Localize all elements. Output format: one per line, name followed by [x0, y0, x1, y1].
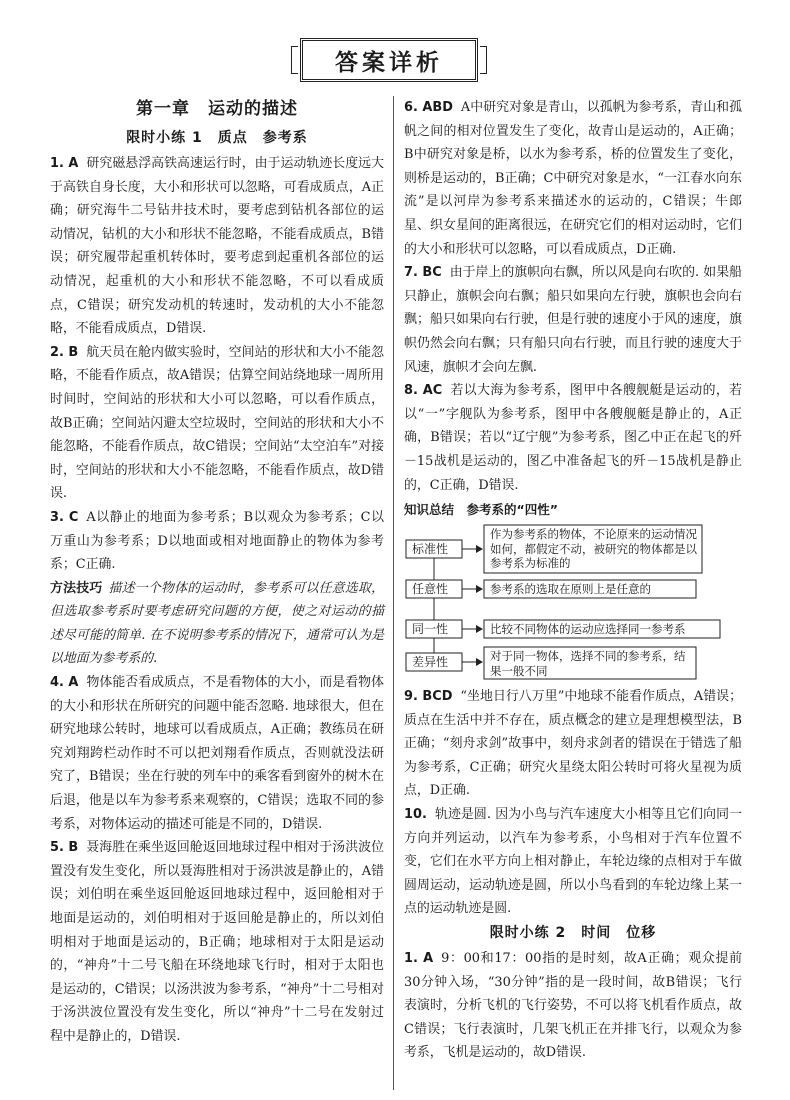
answer-number: 5. B	[50, 840, 79, 856]
answer-banner-title: 答案详析	[300, 38, 478, 82]
method-tip-text: 描述一个物体的运动时，参考系可以任意选取，但选取参考系时要考虑研究问题的方便，使之对运动的描述尽可能的简单. 在不说明参考系的情况下，通常可认为是以地面为参考系的.	[50, 580, 385, 667]
answer-item	[404, 803, 742, 921]
knowledge-summary-title: 知识总结 参考系的“四性”	[404, 502, 558, 518]
diagram-text: 参考系的选取在原则上是任意的	[490, 582, 651, 597]
answer-number: 10.	[404, 807, 427, 823]
answer-number: 7. BC	[404, 265, 442, 281]
answer-text: 航天员在舱内做实验时，空间站的形状和大小不能忽略，不能看作质点，故A错误；估算空间站绕地球一周所用时间时，空间站的形状和大小可以忽略，可以看作质点，故B正确；空间站闪避太空垃圾时，空间站的形状和大小不能忽略，不能看作质点，故C错误；空间站“太空泊车”对接时，空间站的形状和大小不能忽略，不能看作质点，故D错误.	[50, 344, 385, 502]
answer-number: 2. B	[50, 344, 79, 360]
answer-item	[50, 671, 384, 836]
answer-text: 轨迹是圆. 因为小鸟与汽车速度大小相等且它们向同一方向并列运动，以汽车为参考系，小鸟相对于汽车位置不变，它们在水平方向上相对静止，车轮边缘的点相对于车做圆周运动，运动轨迹是圆，所以小鸟看到的车轮边缘上某一点的运动轨迹是圆.	[404, 807, 742, 917]
chapter-title: 第一章 运动的描述	[136, 99, 298, 119]
column-divider	[393, 96, 394, 1090]
answer-text: 聂海胜在乘坐返回舱返回地球过程中相对于汤洪波位置没有发生变化，所以聂海胜相对于汤洪波是静止的，A错误；刘伯明在乘坐返回舱返回地球过程中，返回舱相对于地面是运动的，刘伯明相对于返回舱是静止的，所以刘伯明相对于地面是运动的，B正确；地球相对于太阳是运动的，“神舟”十二号飞船在环绕地球飞行时，相对于太阳也是运动的，C错误；以汤洪波为参考系，“神舟”十二号相对于汤洪波位置没有发生变化，所以“神舟”十二号在发射过程中是静止的，D错误.	[50, 840, 385, 1044]
answer-number: 8. AC	[404, 383, 443, 399]
reference-frame-diagram	[404, 523, 742, 685]
section-title: 限时小练 1 质点 参考系	[126, 130, 308, 146]
diagram-label: 标准性	[412, 542, 449, 557]
answer-item	[404, 379, 742, 497]
answer-item	[404, 96, 742, 261]
answer-item	[50, 506, 384, 577]
answer-item	[404, 261, 742, 379]
answer-text: 若以大海为参考系，图甲中各艘舰艇是运动的，若以“一”字舰队为参考系，图甲中各艘舰艇是静止的，A正确，B错误；若以“辽宁舰”为参考系，图乙中正在起飞的歼－15战机是运动的，图乙中准备起飞的歼－15战机是静止的，C正确，D错误.	[404, 383, 742, 493]
diagram-text: 对于同一物体，选择不同的参考系，结果一般不同	[490, 649, 686, 678]
answer-number: 1. A	[404, 951, 434, 967]
answer-item	[50, 836, 384, 1048]
right-column	[404, 96, 742, 1065]
answer-item	[50, 152, 384, 341]
answer-number: 3. C	[50, 509, 79, 525]
diagram-text: 比较不同物体的运动应选择同一参考系	[490, 622, 686, 637]
answer-item	[50, 341, 384, 506]
answer-text: 物体能否看成质点，不是看物体的大小，而是看物体的大小和形状在所研究的问题中能否忽略. 地球很大，但在研究地球公转时，地球可以看成质点，A正确；教练员在研究刘翔跨栏动作时不可以把刘翔看作质点，否则就没法研究了，B错误；坐在行驶的列车中的乘客看到窗外的树木在后退，他是以车为参考系来观察的，C错误；选取不同的参考系，对物体运动的描述可能是不同的，D错误.	[50, 675, 384, 832]
answer-text: 9：00和17：00指的是时刻，故A正确；观众提前30分钟入场，“30分钟”指的是一段时间，故B错误；飞行表演时，分析飞机的飞行姿势，不可以将飞机看作质点，故C错误；飞行表演时，几架飞机正在并排飞行，以观众为参考系，飞机是运动的，故D错误.	[404, 951, 743, 1061]
answer-text: A以静止的地面为参考系；B以观众为参考系；C以万重山为参考系；D以地面或相对地面静止的物体为参考系；C正确.	[50, 509, 384, 573]
left-column	[50, 96, 384, 1049]
answer-text: “坐地日行八万里”中地球不能看作质点，A错误；质点在生活中并不存在，质点概念的建立是理想模型法，B正确；“刻舟求剑”故事中，刻舟求剑者的错误在于错选了船为参考系，C正确；研究火星绕太阳公转时可将火星视为质点，D正确.	[404, 689, 742, 799]
answer-number: 1. A	[50, 156, 79, 171]
diagram-label: 差异性	[412, 655, 449, 670]
method-tip	[50, 577, 384, 671]
answer-item	[404, 947, 742, 1065]
answer-item	[404, 685, 742, 803]
section-title: 限时小练 2 时间 位移	[489, 925, 657, 942]
answer-text: 研究磁悬浮高铁高速运行时，由于运动轨迹长度远大于高铁自身长度，大小和形状可以忽略，可看成质点，A正确；研究海牛二号钻井技术时，要考虑到钻机各部位的运动情况，钻机的大小和形状不能忽略，不能看成质点，B错误；研究履带起重机转体时，要考虑到起重机各部位的运动情况，起重机的大小和形状不能忽略，不可以看成质点，C错误；研究发动机的转速时，发动机的大小不能忽略，不能看成质点，D错误.	[50, 156, 384, 337]
answer-number: 4. A	[50, 675, 79, 691]
answer-text: A中研究对象是青山，以孤帆为参考系，青山和孤帆之间的相对位置发生了变化，故青山是运动的，A正确；B中研究对象是桥，以水为参考系，桥的位置发生了变化，则桥是运动的，B正确；C中研究对象是水，“一江春水向东流”是以河岸为参考系来描述水的运动的，C错误；牛郎星、织女星间的距离很远，在研究它们的相对运动时，它们的大小和形状可以忽略，可以看成质点，D正确.	[404, 100, 743, 257]
diagram-label: 任意性	[412, 582, 449, 597]
diagram-label: 同一性	[412, 622, 449, 637]
method-tip-title: 方法技巧	[50, 580, 103, 596]
answer-text: 由于岸上的旗帜向右飘，所以风是向右吹的. 如果船只静止，旗帜会向右飘；船只如果向左行驶，旗帜也会向右飘；船只如果向右行驶，但是行驶的速度小于风的速度，旗帜仍然会向右飘；只有船只向右行驶，而且行驶的速度大于风速，旗帜才会向左飘.	[404, 265, 742, 375]
answer-number: 6. ABD	[404, 100, 453, 115]
diagram-text: 作为参考系的物体，不论原来的运动情况如何，都假定不动，被研究的物体都是以参考系为标准的	[490, 527, 697, 571]
answer-number: 9. BCD	[404, 689, 453, 705]
